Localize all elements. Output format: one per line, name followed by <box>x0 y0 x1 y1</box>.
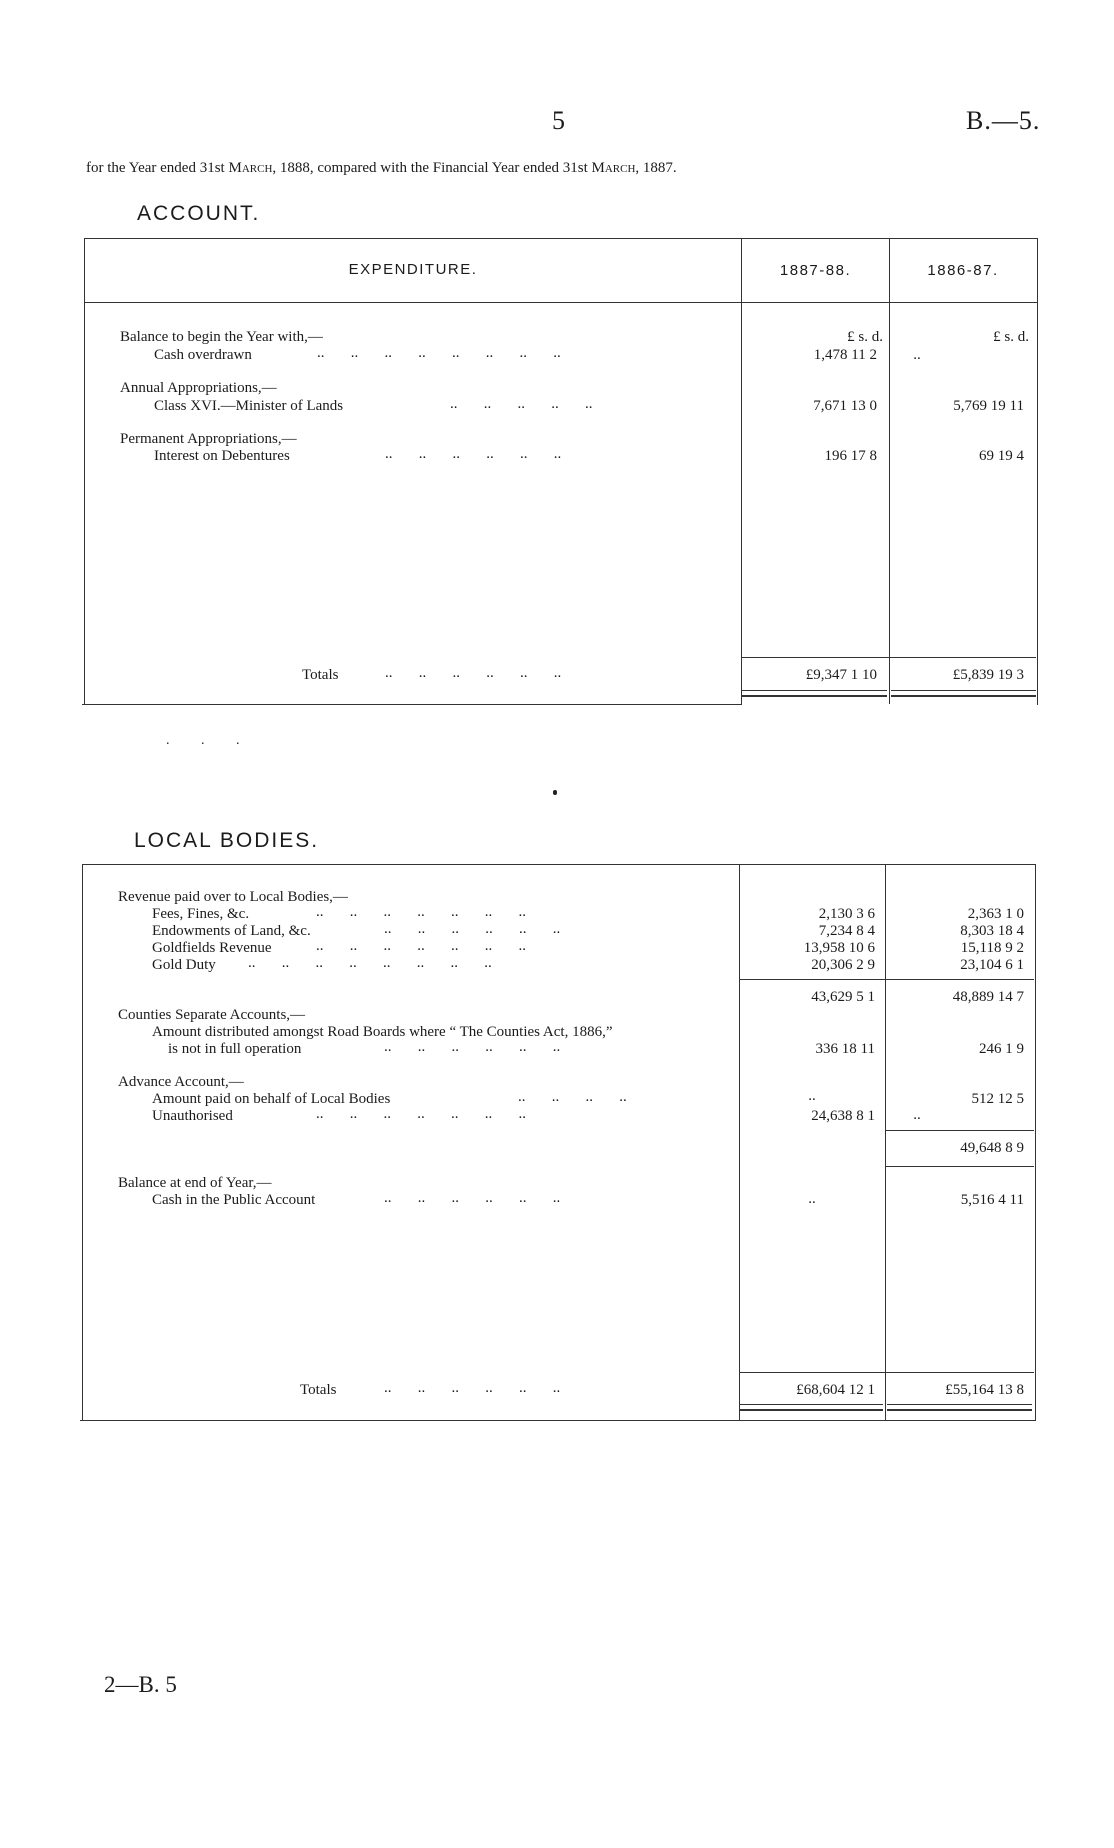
class-xvi-1887: 7,671 13 0 <box>813 398 877 414</box>
fees-label: Fees, Fines, &c. <box>152 906 250 922</box>
local-totals-1886: £55,164 13 8 <box>945 1382 1024 1398</box>
subtotal-revenue-1887: 43,629 5 1 <box>811 989 875 1005</box>
interest-1887: 196 17 8 <box>824 448 877 464</box>
fees-1887: 2,130 3 6 <box>818 906 875 922</box>
account-table-frame <box>84 238 1038 705</box>
lsd-header-1887: £ s. d. <box>847 329 883 345</box>
subtitle: for the Year ended 31st March, 1888, compared with the Financial Year ended 31st March, 1887. <box>86 160 677 176</box>
interest-1886: 69 19 4 <box>979 448 1024 464</box>
account-heading: ACCOUNT. <box>137 202 261 225</box>
goldfields-revenue-1886: 15,118 9 2 <box>960 940 1024 956</box>
unauthorised-1887: 24,638 8 1 <box>811 1108 875 1124</box>
counties-1887: 336 18 11 <box>815 1041 875 1057</box>
local-totals-label: Totals <box>300 1382 337 1398</box>
revenue-heading: Revenue paid over to Local Bodies,— <box>118 889 348 905</box>
endowments-1887: 7,234 8 4 <box>818 923 875 939</box>
amount-paid-1886: 512 12 5 <box>971 1091 1024 1107</box>
cash-overdrawn-1886: .. <box>913 347 921 363</box>
counties-1886: 246 1 9 <box>979 1041 1024 1057</box>
cash-overdrawn-1887: 1,478 11 2 <box>813 347 877 363</box>
class-xvi-label: Class XVI.—Minister of Lands <box>154 398 344 414</box>
local-bodies-heading: LOCAL BODIES. <box>134 829 320 852</box>
column-header-expenditure: EXPENDITURE. <box>348 261 478 278</box>
gold-duty-1886: 23,104 6 1 <box>960 957 1024 973</box>
cash-public-account-1886: 5,516 4 11 <box>960 1192 1024 1208</box>
fees-1886: 2,363 1 0 <box>967 906 1024 922</box>
lsd-header-1886: £ s. d. <box>993 329 1029 345</box>
subtotal-revenue-1886: 48,889 14 7 <box>952 989 1024 1005</box>
interest-on-debentures-label: Interest on Debentures <box>154 448 290 464</box>
document-reference: B.—5. <box>966 106 1041 135</box>
counties-heading: Counties Separate Accounts,— <box>118 1007 306 1023</box>
account-totals-label: Totals <box>302 667 339 683</box>
account-totals-1886: £5,839 19 3 <box>952 667 1024 683</box>
annual-appropriations-heading: Annual Appropriations,— <box>120 380 277 396</box>
amount-paid-label: Amount paid on behalf of Local Bodies <box>152 1091 391 1107</box>
balance-end-heading: Balance at end of Year,— <box>118 1175 272 1191</box>
permanent-appropriations-heading: Permanent Appropriations,— <box>120 431 297 447</box>
account-totals-1887: £9,347 1 10 <box>805 667 877 683</box>
counties-description-continued: is not in full operation <box>168 1041 302 1057</box>
goldfields-revenue-label: Goldfields Revenue <box>152 940 272 956</box>
local-totals-1887: £68,604 12 1 <box>796 1382 875 1398</box>
goldfields-revenue-1887: 13,958 10 6 <box>803 940 875 956</box>
cash-public-account-1887: .. <box>808 1191 816 1207</box>
column-header-1886-87: 1886-87. <box>927 262 999 279</box>
balance-begin-heading: Balance to begin the Year with,— <box>120 329 323 345</box>
unauthorised-1886: .. <box>913 1107 921 1123</box>
class-xvi-1886: 5,769 19 11 <box>953 398 1024 414</box>
subtotal-advance-1886: 49,648 8 9 <box>960 1140 1024 1156</box>
gold-duty-1887: 20,306 2 9 <box>811 957 875 973</box>
unauthorised-label: Unauthorised <box>152 1108 233 1124</box>
cash-overdrawn-label: Cash overdrawn <box>154 347 252 363</box>
column-header-1887-88: 1887-88. <box>779 262 852 279</box>
endowments-1886: 8,303 18 4 <box>960 923 1024 939</box>
amount-paid-1887: .. <box>808 1088 816 1104</box>
endowments-label: Endowments of Land, &c. <box>152 923 311 939</box>
page-signature: 2—B. 5 <box>104 1672 177 1697</box>
cash-public-account-label: Cash in the Public Account <box>152 1192 316 1208</box>
advance-account-heading: Advance Account,— <box>118 1074 244 1090</box>
counties-description: Amount distributed amongst Road Boards where “ The Counties Act, 1886,” <box>152 1024 613 1040</box>
gold-duty-label: Gold Duty <box>152 957 216 973</box>
page-number: 5 <box>552 106 565 135</box>
